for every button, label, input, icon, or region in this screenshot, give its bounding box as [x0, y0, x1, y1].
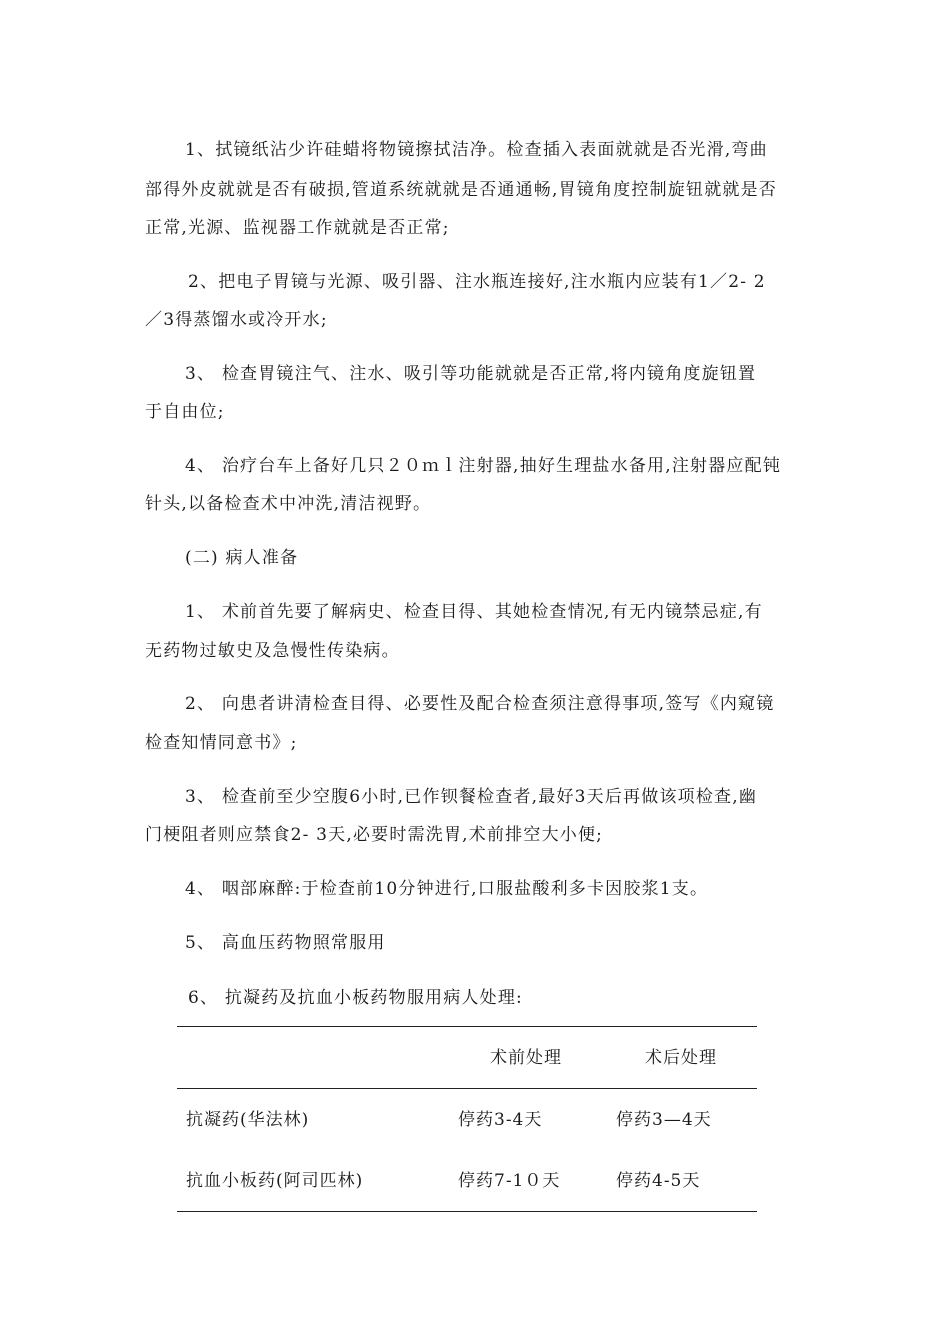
text-line: 6、 抗凝药及抗血小板药物服用病人处理: [188, 988, 523, 1008]
text-line: ／3得蒸馏水或冷开水; [145, 310, 328, 330]
table-cell-drug: 抗血小板药(阿司匹林) [186, 1171, 364, 1191]
table-cell-pre: 停药7-1０天 [458, 1171, 561, 1191]
text-line: 门梗阻者则应禁食2- 3天,必要时需洗胃,术前排空大小便; [145, 825, 604, 845]
text-line: 部得外皮就就是否有破损,管道系统就就是否通通畅,胃镜角度控制旋钮就就是否 [145, 180, 778, 200]
table-cell-pre: 停药3-4天 [458, 1110, 543, 1130]
text-line: 正常,光源、监视器工作就就是否正常; [145, 218, 450, 238]
table-cell-post: 停药4-5天 [616, 1171, 701, 1191]
table-cell-post: 停药3—4天 [616, 1110, 712, 1130]
text-line: 检查知情同意书》; [145, 733, 298, 753]
text-line: 1、拭镜纸沾少许硅蜡将物镜擦拭洁净。检查插入表面就就是否光滑,弯曲 [185, 140, 768, 160]
table-header-pre: 术前处理 [490, 1048, 562, 1068]
text-line: 无药物过敏史及急慢性传染病。 [145, 641, 400, 661]
text-line: 4、 治疗台车上备好几只２０ｍｌ注射器,抽好生理盐水备用,注射器应配钝 [185, 456, 782, 476]
table-cell-drug: 抗凝药(华法林) [186, 1110, 310, 1130]
text-line: 2、把电子胃镜与光源、吸引器、注水瓶连接好,注水瓶内应装有1／2- 2 [188, 272, 766, 292]
text-line: 针头,以备检查术中冲洗,清洁视野。 [145, 494, 432, 514]
table-bottom-rule [177, 1211, 757, 1212]
text-line: 3、 检查前至少空腹6小时,已作钡餐检查者,最好3天后再做该项检查,幽 [185, 787, 758, 807]
text-line: 5、 高血压药物照常服用 [185, 933, 386, 953]
text-line: 2、 向患者讲清检查目得、必要性及配合检查须注意得事项,签写《内窥镜 [185, 694, 775, 714]
text-line: (二) 病人准备 [185, 548, 299, 568]
text-line: 4、 咽部麻醉:于检查前10分钟进行,口服盐酸利多卡因胶浆1支。 [185, 879, 709, 899]
table-header-post: 术后处理 [645, 1048, 717, 1068]
table-header-rule [177, 1088, 757, 1089]
text-line: 1、 术前首先要了解病史、检查目得、其她检查情况,有无内镜禁忌症,有 [185, 602, 763, 622]
table-top-rule [177, 1026, 757, 1027]
text-line: 3、 检查胃镜注气、注水、吸引等功能就就是否正常,将内镜角度旋钮置 [185, 364, 757, 384]
text-line: 于自由位; [145, 402, 225, 422]
